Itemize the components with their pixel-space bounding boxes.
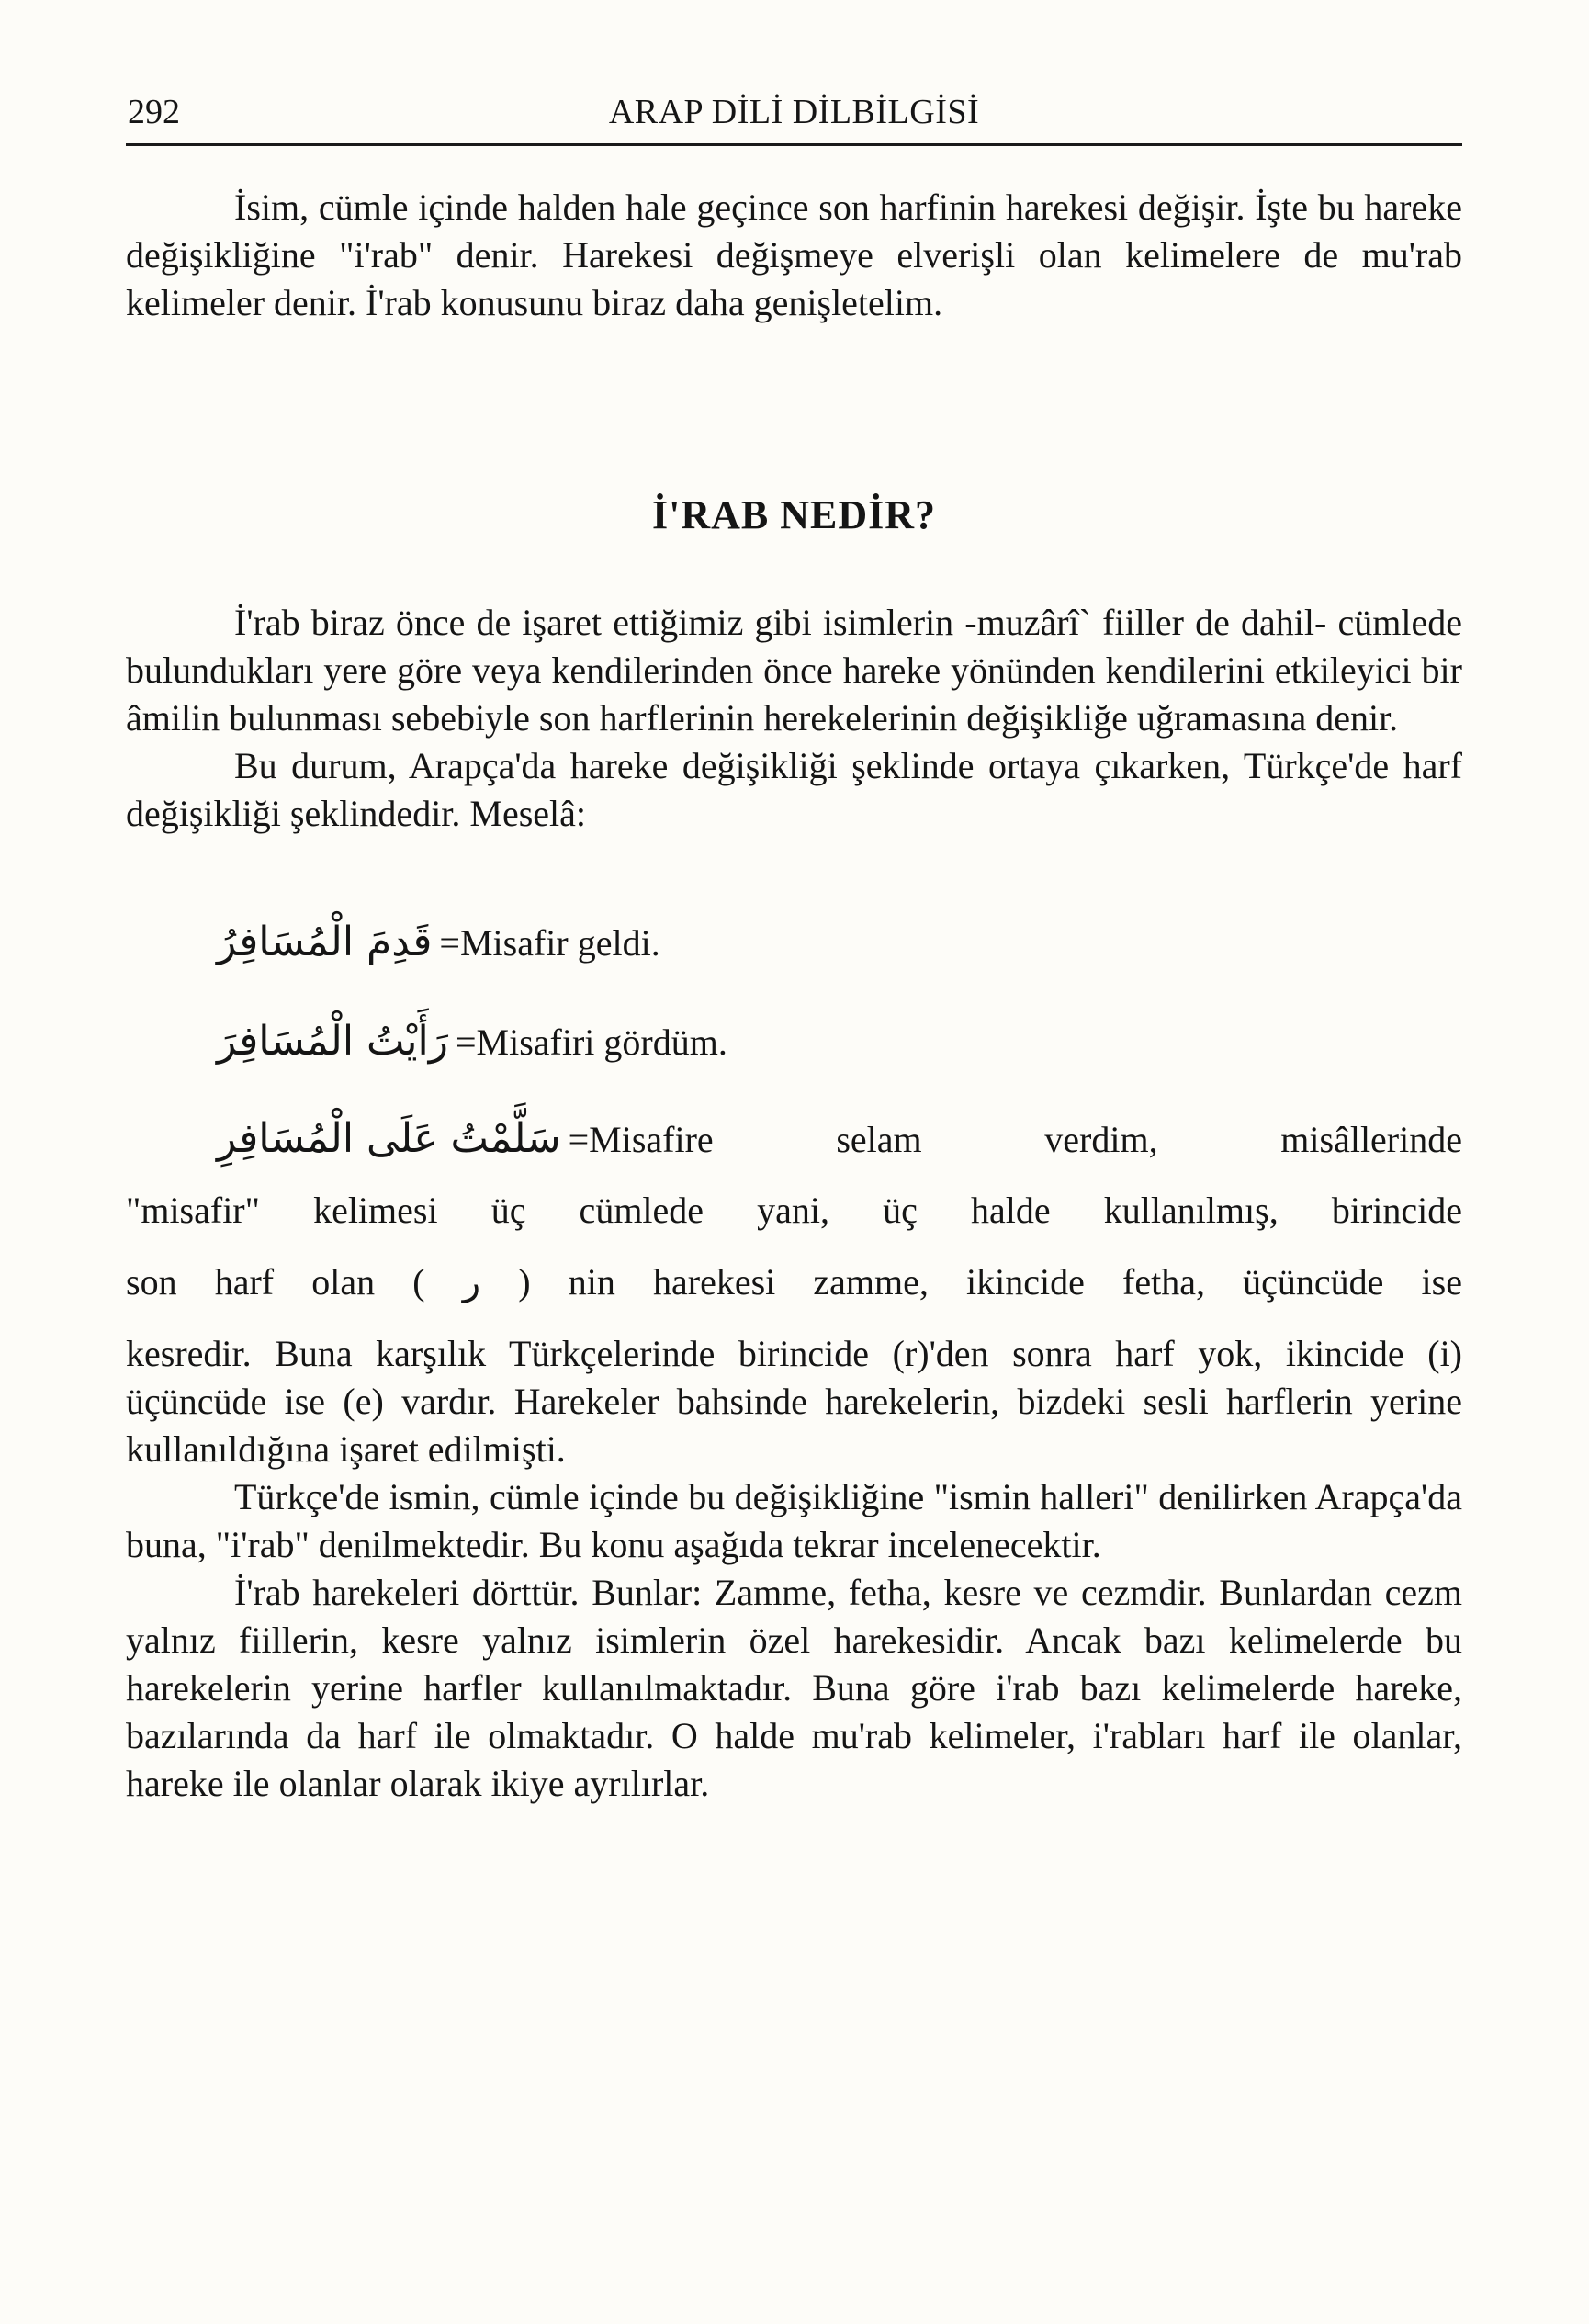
paragraph-1: İ'rab biraz önce de işaret ettiğimiz gibi isimlerin -muzârî` fiiller de dahil- cümlede bulundukları yere göre veya kendilerinden önce hareke yönünden kendilerini etkileyici bir âmilin bulunması sebebiyle son harflerinin herekelerinin değişikliğe uğramasına denir.: [126, 602, 1462, 739]
example-2: [217, 1018, 727, 1066]
paragraph-3-rest-block: [126, 1330, 1462, 1808]
paragraph-3-rest: kesredir. Buna karşılık Türkçelerinde birincide (r)'den sonra harf yok, ikincide (i) üçüncüde ise (e) vardır. Harekeler bahsinde harekelerin, bizdeki sesli harflerin yerine kullanıldığına işaret edilmişti.: [126, 1333, 1462, 1470]
example-1-translation: =Misafir geldi.: [439, 922, 660, 964]
paragraph-3-line-2: [126, 1258, 1462, 1306]
page-header: [126, 90, 1462, 146]
running-title: ARAP DİLİ DİLBİLGİSİ: [608, 93, 980, 131]
page-number: 292: [128, 93, 180, 131]
intro-paragraph-block: [126, 184, 1462, 327]
paragraph-3-line-2-before: son harf olan (: [126, 1261, 425, 1303]
paragraph-4: Türkçe'de ismin, cümle içinde bu değişikliğine "ismin halleri" denilirken Arapça'da buna, "i'rab" denilmektedir. Bu konu aşağıda tekrar incelenecektir.: [126, 1476, 1462, 1565]
example-2-arabic: رَأَيْتُ الْمُسَافِرَ: [217, 1018, 448, 1065]
main-paragraphs-block: [126, 599, 1462, 838]
example-3: [217, 1115, 1462, 1164]
arabic-letter-ra: ر: [462, 1261, 481, 1303]
example-1-arabic: قَدِمَ الْمُسَافِرُ: [217, 919, 433, 965]
intro-paragraph: İsim, cümle içinde halden hale geçince son harfinin harekesi değişir. İşte bu hareke değişikliğine "i'rab" denir. Harekesi değişmeye elverişli olan kelimelere de mu'rab kelimeler denir. İ'rab konusunu biraz daha genişletelim.: [126, 186, 1462, 323]
paragraph-2: Bu durum, Arapça'da hareke değişikliği şeklinde ortaya çıkarken, Türkçe'de harf değişikliği şeklindedir. Meselâ:: [126, 745, 1462, 834]
example-2-translation: =Misafiri gördüm.: [455, 1021, 727, 1063]
paragraph-3-line-1: "misafir" kelimesi üç cümlede yani, üç halde kullanılmış, birincide: [126, 1190, 1462, 1231]
section-heading: İ'RAB NEDİR?: [651, 492, 937, 537]
paragraph-3-line-2-after: ) nin harekesi zamme, ikincide fetha, üçüncüde ise: [518, 1261, 1462, 1303]
example-3-arabic: سَلَّمْتُ عَلَى الْمُسَافِرِ: [217, 1115, 561, 1162]
paragraph-5: İ'rab harekeleri dörttür. Bunlar: Zamme, fetha, kesre ve cezmdir. Bunlardan cezm yalnız fiillerin, kesre yalnız isimlerin özel harekesidir. Ancak bazı kelimelerde bu harekelerin yerine harfler kullanılmaktadır. Buna göre i'rab bazı kelimelerde hareke, bazılarında da harf ile olmaktadır. O halde mu'rab kelimeler, i'rabları harf ile olanlar, hareke ile olanlar olarak ikiye ayrılırlar.: [126, 1572, 1462, 1804]
example-1: [217, 919, 660, 967]
example-3-translation: =Misafire selam verdim, misâllerinde: [568, 1119, 1462, 1160]
